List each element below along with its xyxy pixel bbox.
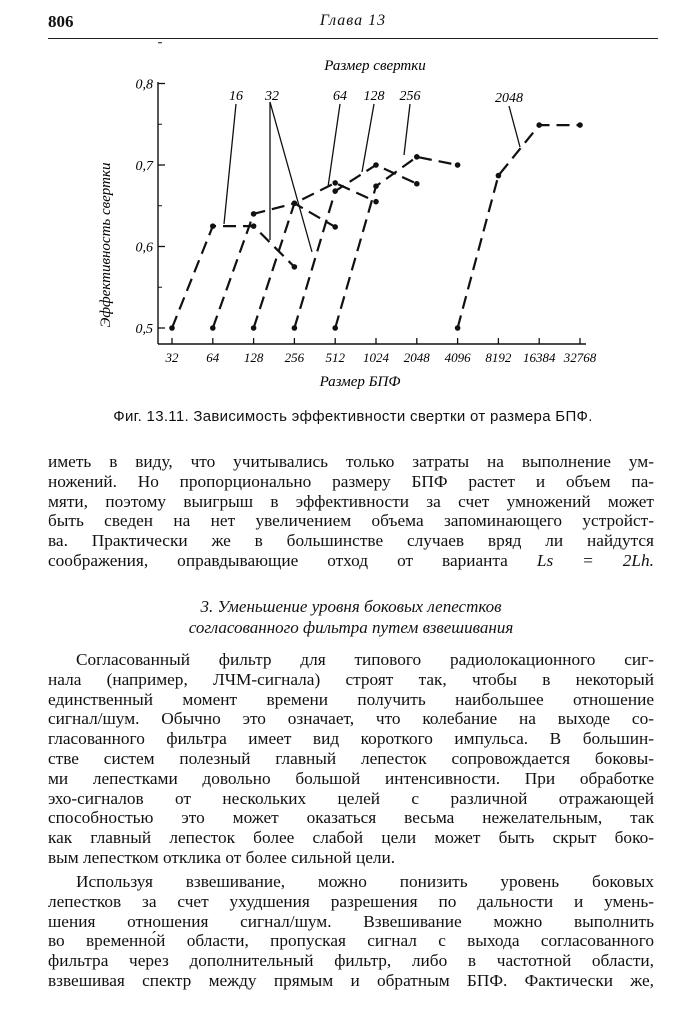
text-line: фильтра через дополнительный фильтр, либо в частотной области, — [48, 951, 654, 971]
paragraph-continuation — [48, 452, 654, 571]
series-label-32: 32 — [265, 89, 279, 104]
leader-line-256 — [404, 104, 410, 155]
data-point-32 — [332, 224, 338, 230]
x-tick-label: 256 — [284, 350, 305, 365]
text-line: быть сведен на нет увеличением объема запоминающего устройст- — [48, 511, 654, 531]
text-line: стве систем полезный главный лепесток сопровождается боковы- — [48, 748, 654, 768]
section-heading — [48, 596, 654, 638]
text-line: во временно́й области, пропуская сигнал с выхода согласованного — [48, 931, 654, 951]
data-point-256 — [455, 162, 461, 168]
x-tick-label: 32768 — [563, 350, 597, 365]
data-point-32 — [251, 211, 257, 217]
text-line: мяти, поэтому выигрыш в эффективности за счет умножений может — [48, 491, 654, 511]
text-line: вым лепестком отклика от более сильной цели. — [48, 847, 396, 867]
y-axis-label: Эффективность свертки — [98, 162, 114, 328]
x-tick-label: 32 — [165, 350, 179, 365]
series-line-16 — [172, 226, 294, 328]
data-point-64 — [373, 199, 379, 205]
data-point-16 — [169, 325, 175, 331]
x-tick-label: 64 — [206, 350, 220, 365]
leader-line-128 — [362, 104, 374, 172]
y-tick-label: 0,6 — [135, 240, 153, 256]
y-tick-label: 0,5 — [135, 322, 153, 337]
series-line-2048 — [458, 125, 580, 328]
data-point-128 — [373, 162, 379, 168]
series-label-16: 16 — [229, 89, 243, 104]
data-point-2048 — [455, 325, 461, 331]
text-line: гласованного фильтра имеет вид короткого импульса. В большин- — [48, 729, 654, 749]
data-point-256 — [414, 154, 420, 160]
data-point-64 — [332, 180, 338, 186]
x-tick-label: 4096 — [444, 350, 471, 365]
text-line: способностью это может оказаться весьма нежелательным, так — [48, 808, 654, 828]
chart-title: Размер свертки — [324, 58, 426, 74]
series-label-2048: 2048 — [495, 91, 523, 106]
data-point-256 — [332, 325, 338, 331]
data-point-64 — [251, 325, 257, 331]
leader-line-64 — [328, 104, 340, 187]
data-point-128 — [292, 325, 298, 331]
y-tick-label: 0,7 — [135, 159, 153, 174]
chapter-title: Глава 13 — [319, 12, 387, 29]
data-point-16 — [251, 223, 257, 229]
series-line-64 — [254, 183, 376, 328]
text-line: иметь в виду, что учитывались только затраты на выполнение ум- — [48, 452, 654, 471]
text-line: единственный момент времени получить наибольшее отношение — [48, 689, 654, 709]
data-point-256 — [373, 183, 379, 189]
series-label-256: 256 — [399, 89, 421, 104]
data-point-16 — [292, 264, 298, 270]
figure-caption: Фиг. 13.11. Зависимость эффективности свертки от размера БПФ. — [113, 408, 593, 425]
x-axis-label: Размер БПФ — [319, 374, 401, 390]
text-line-with-formula — [48, 551, 654, 571]
page-number: 806 — [48, 12, 74, 31]
formula: Ls = 2Lh. — [536, 550, 654, 570]
data-point-128 — [414, 181, 420, 187]
text-line: шения отношения сигнал/шум. Взвешивание можно выполнить — [48, 911, 654, 931]
text-line: ножений. Но пропорционально размеру БПФ растет и объем па- — [48, 471, 654, 491]
text-line: ми лепестками довольно большой интенсивности. При обработке — [48, 768, 654, 788]
x-tick-label: 512 — [325, 350, 345, 365]
series-line-256 — [335, 157, 457, 328]
text-line: взвешивая спектр между прямым и обратным БПФ. Фактически же, — [48, 970, 654, 990]
leader-line-2048 — [509, 106, 520, 147]
data-point-32 — [210, 325, 216, 331]
text-line: сигнал/шум. Обычно это означает, что колебание на выходе со- — [48, 709, 654, 729]
y-tick-label: 0,8 — [135, 77, 153, 93]
data-point-16 — [210, 223, 216, 229]
leader-line-32 — [270, 102, 312, 252]
text-line: соображения, оправдывающие отход от варианта — [48, 550, 508, 570]
paragraph-matched-filter — [48, 650, 654, 868]
text-line: Согласованный фильтр для типового радиолокационного сиг- — [76, 650, 654, 669]
data-point-2048 — [536, 122, 542, 128]
text-line: эхо-сигналов от нескольких целей с различной отражающей — [48, 788, 654, 808]
section-heading-line-1: 3. Уменьшение уровня боковых лепестков — [200, 597, 502, 616]
x-tick-label: 2048 — [403, 350, 430, 365]
x-tick-label: 1024 — [363, 350, 389, 365]
series-line-128 — [294, 165, 416, 328]
text-line: ва. Практически же в большинстве случаев вряд ли найдутся — [48, 531, 654, 551]
x-tick-label: 16384 — [522, 350, 556, 365]
text-line: лепестков за счет ухудшения разрешения по дальности и умень- — [48, 891, 654, 911]
leader-line-16 — [224, 104, 236, 224]
text-line: нала (например, ЛЧМ-сигнала) строят так, чтобы в некоторый — [48, 669, 654, 689]
data-point-64 — [292, 201, 298, 207]
paragraph-weighting — [48, 872, 654, 991]
x-tick-label: 128 — [243, 350, 264, 365]
page-header — [48, 12, 658, 40]
data-point-2048 — [577, 122, 583, 128]
efficiency-chart — [0, 40, 700, 400]
section-heading-line-2: согласованного фильтра путем взвешивания — [188, 618, 514, 637]
series-label-64: 64 — [333, 89, 347, 104]
x-tick-label: 8192 — [485, 350, 512, 365]
data-point-128 — [332, 188, 338, 194]
header-rule — [48, 38, 658, 39]
text-line: как главный лепесток более слабой цели может быть скрыт боко- — [48, 828, 654, 848]
series-label-128: 128 — [363, 89, 385, 104]
text-line: Используя взвешивание, можно понизить уровень боковых — [76, 872, 654, 891]
data-point-2048 — [496, 173, 502, 179]
